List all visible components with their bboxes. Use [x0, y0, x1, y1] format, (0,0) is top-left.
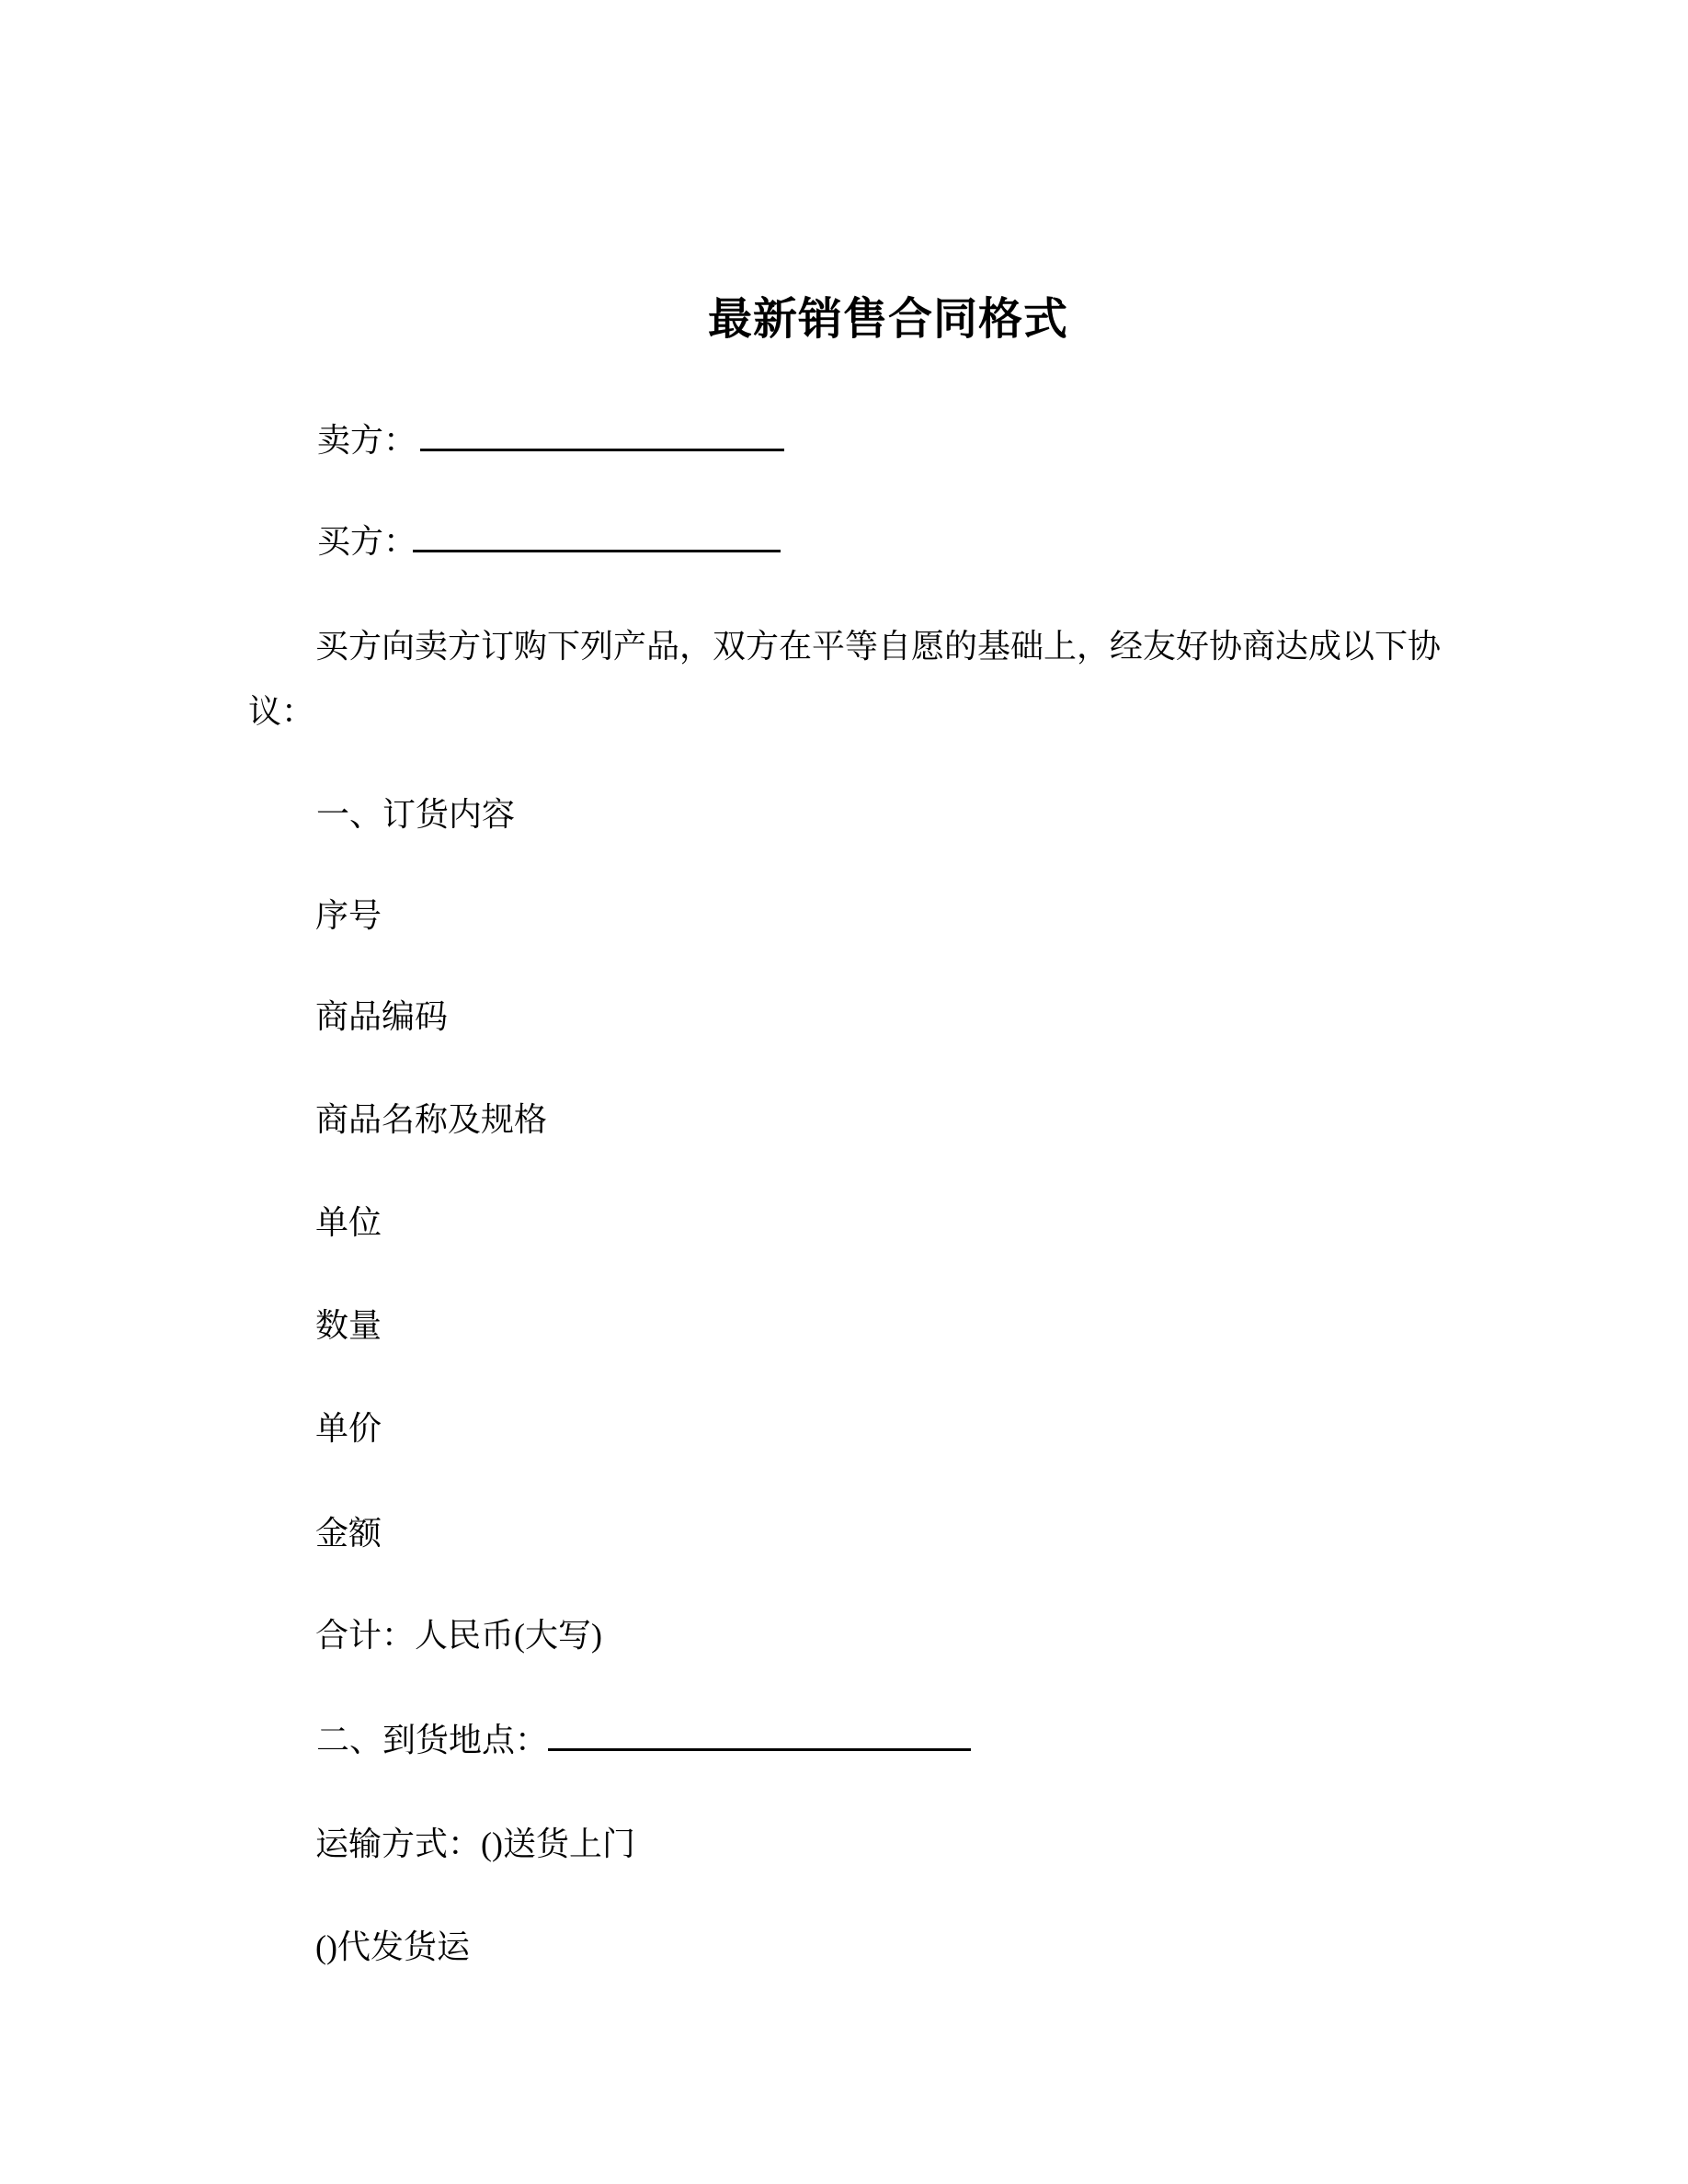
transport-method-alt-line: ()代发货运 [315, 1928, 470, 1965]
order-field-product-code: 商品编码 [315, 998, 449, 1035]
order-field-unit-price: 单价 [315, 1410, 382, 1447]
section-2-heading-line [316, 1723, 971, 1757]
document-title: 最新销售合同格式 [707, 295, 1068, 344]
transport-method-line: 运输方式：()送货上门 [315, 1826, 635, 1862]
buyer-blank-line [413, 550, 781, 552]
delivery-place-label: 二、到货地点： [316, 1722, 549, 1758]
buyer-line [317, 525, 781, 558]
delivery-place-blank-line [548, 1748, 971, 1751]
order-field-serial-number: 序号 [315, 897, 382, 934]
order-field-quantity: 数量 [315, 1307, 382, 1344]
section-1-heading: 一、订货内容 [316, 796, 516, 833]
buyer-label: 买方： [317, 523, 417, 560]
order-field-unit: 单位 [315, 1204, 382, 1241]
order-field-product-name-spec: 商品名称及规格 [315, 1101, 548, 1138]
total-rmb-line: 合计：人民币(大写) [315, 1617, 602, 1654]
order-field-amount: 金额 [315, 1515, 382, 1552]
intro-paragraph-line-2: 议： [248, 693, 315, 730]
seller-line [317, 424, 784, 457]
seller-blank-line [420, 449, 784, 451]
seller-label: 卖方： [317, 422, 417, 459]
intro-paragraph-line-1: 买方向卖方订购下列产品，双方在平等自愿的基础上，经友好协商达成以下协 [315, 628, 1442, 665]
